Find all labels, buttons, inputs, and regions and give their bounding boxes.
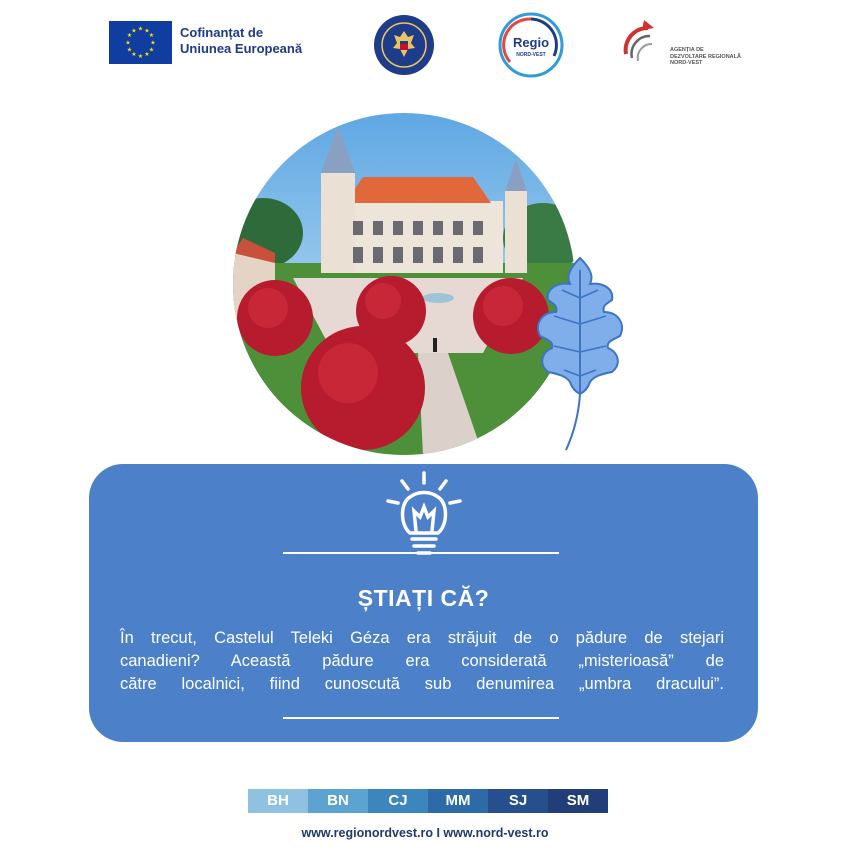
county-sj: SJ: [488, 789, 548, 813]
svg-text:★: ★: [148, 46, 155, 54]
adr-agency-label: AGENȚIA DE DEZVOLTARE REGIONALĂ NORD-VEST: [670, 47, 741, 66]
county-bn: BN: [308, 789, 368, 813]
card-divider-top: [283, 552, 559, 554]
svg-text:★: ★: [137, 25, 144, 33]
svg-text:★: ★: [131, 51, 137, 58]
romanian-government-seal-icon: [372, 14, 436, 76]
regio-nord-vest-logo: [498, 12, 564, 78]
svg-text:★: ★: [150, 39, 156, 47]
county-bh: BH: [248, 789, 308, 813]
svg-text:★: ★: [144, 27, 150, 35]
card-body-line: În trecut, Castelul Teleki Géza era străjuit de o pădure de stejari: [120, 629, 724, 647]
svg-text:★: ★: [131, 27, 137, 35]
county-strip: [248, 789, 608, 813]
eu-flag-icon: [109, 21, 172, 64]
teleki-castle-photo: [233, 113, 575, 455]
eu-cofinancing-label: Cofinanțat de Uniunea Europeană: [180, 25, 303, 56]
card-divider-bottom: [283, 717, 559, 719]
county-sm: SM: [548, 789, 608, 813]
card-body-line: canadieni? Această pădure era considerată „misterioasă” de: [120, 652, 724, 670]
svg-text:Regio: Regio: [512, 35, 550, 50]
oak-leaf-icon: [532, 254, 628, 454]
county-mm: MM: [428, 789, 488, 813]
svg-text:★: ★: [148, 32, 155, 39]
card-body-text: [120, 627, 724, 696]
footer-websites[interactable]: www.regionordvest.ro I www.nord-vest.ro: [301, 826, 549, 840]
svg-text:★: ★: [126, 32, 133, 39]
card-body-line: către localnici, fiind cunoscută sub denumirea „umbra dracului”.: [120, 675, 724, 693]
svg-text:★: ★: [126, 46, 133, 54]
svg-text:★: ★: [125, 39, 131, 47]
svg-text:★: ★: [137, 53, 144, 60]
card-title: ȘTIAȚI CĂ?: [357, 585, 490, 611]
county-cj: CJ: [368, 789, 428, 813]
svg-text:NORD-VEST: NORD-VEST: [516, 52, 546, 58]
svg-text:★: ★: [144, 51, 150, 58]
